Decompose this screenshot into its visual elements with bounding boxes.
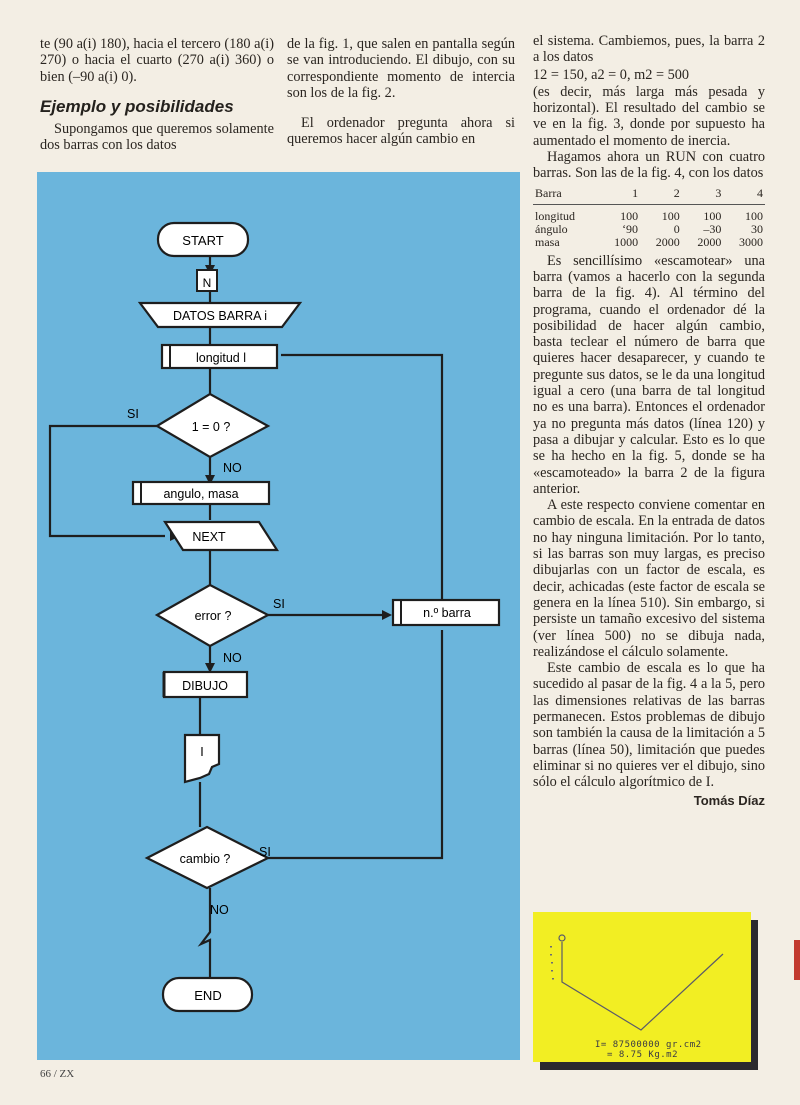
n-label: N — [202, 276, 212, 290]
table-cell: 100 — [620, 208, 639, 223]
branch-label: NO — [223, 461, 242, 475]
table-cell: 2000 — [697, 234, 722, 249]
paragraph: te (90 a(i) 180), hacia el tercero (180 a(i) 270) o hacia el cuarto (270 a(i) 360) o bien (–90 a(i) 0). — [40, 36, 274, 85]
table-cell: ángulo — [535, 221, 568, 236]
paragraph: Es sencillísimo «escamotear» una barra (vamos a hacerlo con la segunda barra de la fig. 4). Al término del programa, cuando el ordenador dé la posibilidad de hacer algún cambio, basta teclear el número de barra que quieres hacer desaparecer, y cuando te pregunte sus datos, se le da una longitud igual a cero (una barra de tal longitud no es una barra). Entonces el ordenador ya no pregunta más datos (línea 120) y pasa a dibujar y calcular. Esto es lo que se ha hecho en la fig. 5, donde se ha «escamoteado» la barra 2 de la figura anterior. — [533, 252, 765, 497]
scale-dot — [551, 962, 553, 964]
paragraph: Hagamos ahora un RUN con cuatro barras. Son las de la fig. 4, con los datos — [533, 149, 765, 182]
table-row — [533, 204, 765, 223]
table-row — [533, 223, 765, 236]
table-cell: 100 — [745, 208, 763, 223]
formula: 12 = 150, a2 = 0, m2 = 500 — [533, 66, 690, 83]
table-header: 3 — [682, 184, 724, 205]
screen-figure — [533, 912, 751, 1062]
table-cell: 100 — [661, 208, 680, 223]
table-cell: ‘90 — [622, 221, 639, 236]
connector-line — [201, 888, 210, 978]
table-cell: 1000 — [614, 234, 639, 249]
branch-label: NO — [210, 903, 229, 917]
dibujo-label: DIBUJO — [182, 679, 228, 693]
table-cell: masa — [535, 234, 560, 249]
section-heading: Ejemplo y posibilidades — [40, 96, 234, 116]
connector-line — [268, 630, 442, 858]
scale-dot — [550, 954, 552, 956]
screen-text: = 8.75 Kg.m2 — [607, 1050, 679, 1060]
scale-dot — [550, 946, 552, 948]
page-edge-mark — [794, 940, 800, 980]
branch-label: SI — [127, 407, 139, 421]
connector-line — [281, 355, 442, 600]
table-cell: 3000 — [739, 234, 763, 249]
screen-text: I= 87500000 gr.cm2 — [595, 1040, 702, 1050]
paragraph: A este respecto conviene comentar en cambio de escala. En la entrada de datos no hay ninguna limitación. Por lo tanto, si las barras son muy largas, es preciso dibujarlas con un factor de escala, es decir, achicadas (este factor de escala se genera en la línea 510). Sin embargo, si persiste un tamaño excesivo del sistema (ver línea 500) no se dibuja nada, realizándose el cálculo solamente. — [533, 497, 765, 660]
end-label: END — [194, 988, 222, 1003]
paragraph: Este cambio de escala es lo que ha sucedido al pasar de la fig. 4 a la 5, pero las dimensiones relativas de las barras permanecen. Estos problemas de dibujo son también la causa de la limitación a 5 barras (línea 50), limitación que puedes eliminar si no quieres ver el dibujo, sino sólo el cálculo algorítmico de I. — [533, 660, 765, 791]
branch-label: NO — [223, 651, 242, 665]
author-signature: Tomás Díaz — [693, 793, 765, 809]
table-cell: 100 — [703, 208, 722, 223]
scale-dot — [551, 970, 553, 972]
branch-label: SI — [259, 845, 271, 859]
table-header: Barra — [533, 184, 598, 205]
text-column-2 — [287, 36, 515, 148]
output-label: I — [200, 745, 204, 759]
condition-label: 1 = 0 ? — [191, 420, 231, 434]
flowchart-diagram — [37, 172, 520, 1060]
page-footer: 66 / ZX — [40, 1068, 75, 1080]
branch-label: SI — [273, 597, 285, 611]
table-header-row — [533, 184, 765, 205]
bar-lines — [562, 942, 723, 1030]
table-cell: –30 — [703, 221, 722, 236]
nbarra-label: n.º barra — [423, 606, 471, 620]
table-cell: 2000 — [655, 234, 680, 249]
table-row — [533, 236, 765, 249]
paragraph: el sistema. Cambiemos, pues, la barra 2 a los datos — [533, 33, 765, 66]
table-header: 4 — [723, 184, 765, 205]
pivot-point — [559, 935, 565, 941]
paragraph: de la fig. 1, que salen en pantalla según se van introduciendo. El dibujo, con su correspondiente momento de intercia son los de la fig. 2. — [287, 36, 515, 101]
table-header: 1 — [598, 184, 640, 205]
start-label: START — [182, 233, 224, 248]
paragraph: Supongamos que queremos solamente dos barras con los datos — [40, 121, 274, 154]
paragraph: El ordenador pregunta ahora si queremos hacer algún cambio en — [287, 115, 515, 148]
error-label: error ? — [194, 609, 232, 623]
scale-dot — [552, 978, 554, 980]
cambio-label: cambio ? — [179, 852, 231, 866]
text-column-3 — [533, 33, 765, 810]
next-label: NEXT — [192, 530, 226, 544]
data-table — [533, 184, 765, 249]
longitud-label: longitud l — [195, 351, 247, 365]
datos-barra-label: DATOS BARRA i — [172, 309, 268, 323]
arrow-head — [382, 610, 392, 620]
angulo-masa-label: angulo, masa — [163, 487, 239, 501]
table-cell: longitud — [535, 208, 576, 223]
flowchart-panel — [37, 172, 520, 1060]
text-column-1 — [40, 36, 274, 154]
table-cell: 30 — [751, 221, 763, 236]
table-cell: 0 — [673, 221, 680, 236]
paragraph: (es decir, más larga más pesada y horizontal). El resultado del cambio se ve en la fig. 3, donde por supuesto ha aumentado el momento de inercia. — [533, 83, 765, 149]
table-header: 2 — [640, 184, 682, 205]
